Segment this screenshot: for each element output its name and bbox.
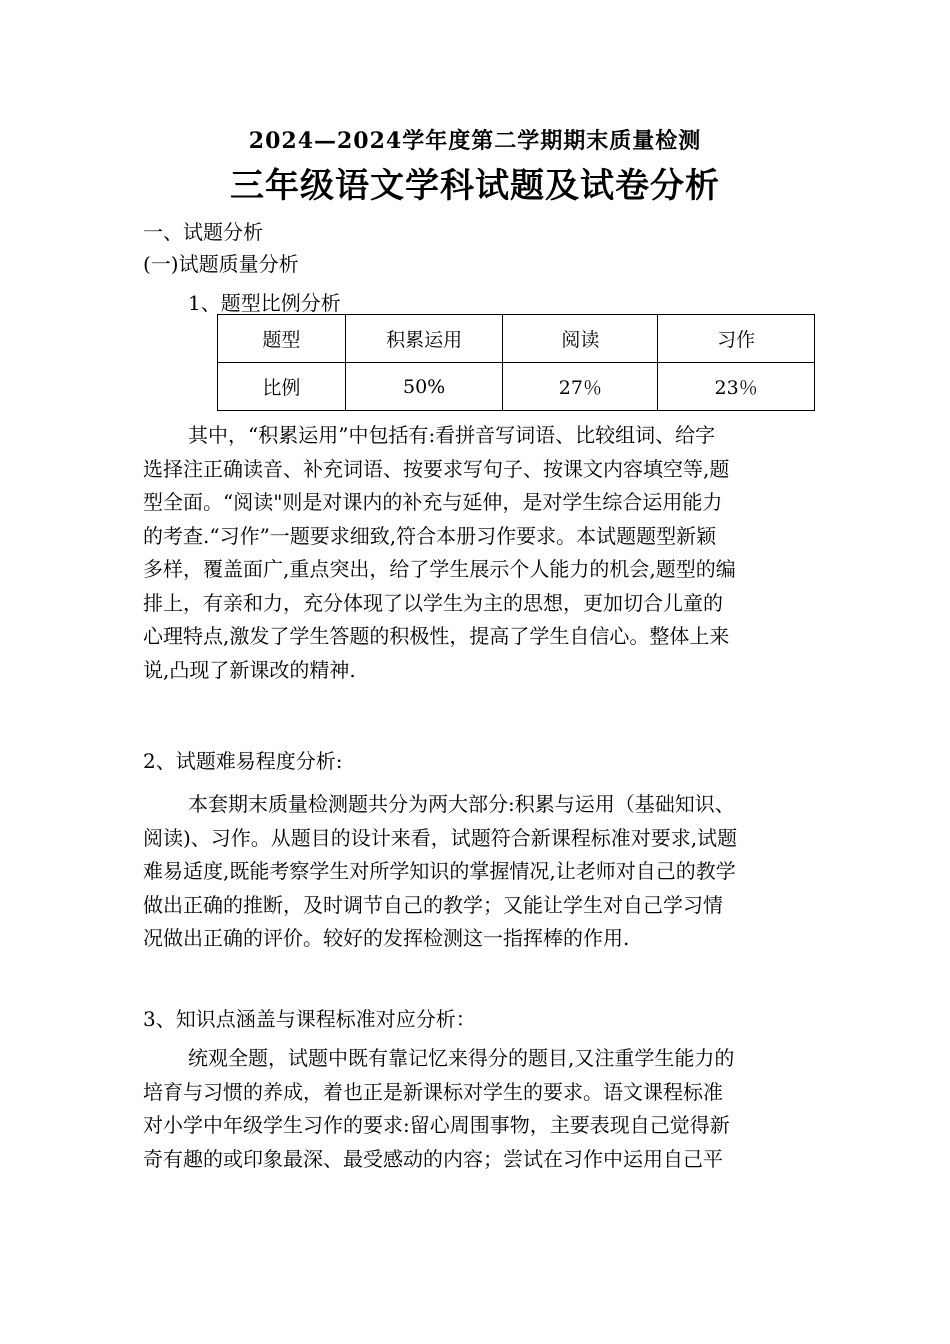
paragraph-line: 阅读)、习作。从题目的设计来看，试题符合新课程标准对要求,试题 [143,825,738,850]
document-title-line2: 三年级语文学科试题及试卷分析 [230,166,720,206]
table-cell: 习作 [658,315,815,363]
paragraph-line: 统观全题，试题中既有靠记忆来得分的题目,又注重学生能力的 [188,1046,735,1070]
heading-knowledge-coverage: 3、知识点涵盖与课程标准对应分析： [143,1007,476,1031]
paragraph-line: 型全面。“阅读"则是对课内的补充与延伸，是对学生综合运用能力 [143,490,723,514]
heading-quality-analysis: (一)试题质量分析 [143,252,299,276]
paragraph-line: 本套期末质量检测题共分为两大部分:积累与运用（基础知识、 [188,792,735,816]
paragraph-line: 多样，覆盖面广,重点突出，给了学生展示个人能力的机会,题型的编 [143,557,736,581]
paragraph-line: 的考查.“习作”一题要求细致,符合本册习作要求。本试题题型新颖 [143,523,717,548]
paragraph-line: 排上，有亲和力，充分体现了以学生为主的思想，更加切合儿童的 [143,590,723,615]
paragraph-line: 心理特点,激发了学生答题的积极性，提高了学生自信心。整体上来 [143,624,730,648]
paragraph-line: 说,凸现了新课改的精神. [143,657,356,682]
paragraph-line: 培育与习惯的养成，着也正是新课标对学生的要求。语文课程标准 [143,1079,723,1104]
paragraph-line: 做出正确的推断，及时调节自己的教学；又能让学生对自己学习情 [143,892,723,917]
paragraph-difficulty [143,788,808,956]
table-row [218,363,815,411]
paragraph-line: 况做出正确的评价。较好的发挥检测这一指挥棒的作用. [143,926,630,950]
heading-difficulty-analysis: 2、试题难易程度分析: [143,749,343,773]
table-cell: 比例 [218,363,346,411]
heading-type-ratio: 1、题型比例分析 [188,291,341,315]
paragraph-line: 难易适度,既能考察学生对所学知识的掌握情况,让老师对自己的教学 [143,859,736,883]
paragraph-knowledge-coverage [143,1042,808,1176]
paragraph-line: 奇有趣的或印象最深、最受感动的内容；尝试在习作中运用自己平 [143,1146,723,1171]
heading-test-analysis: 一、试题分析 [143,220,263,244]
paragraph-line: 对小学中年级学生习作的要求:留心周围事物，主要表现自己觉得新 [143,1113,730,1137]
type-ratio-table [217,314,815,411]
paragraph-line: 其中，“积累运用”中包括有:看拼音写词语、比较组词、给字 [188,423,716,447]
table-header-row [218,315,815,363]
table-cell: 27％ [503,363,658,411]
paragraph-line: 选择注正确读音、补充词语、按要求写句子、按课文内容填空等,题 [143,456,730,481]
table-cell: 23％ [658,363,815,411]
table-cell: 题型 [218,315,346,363]
document-title-line1: 2024—2024学年度第二学期期末质量检测 [248,128,702,154]
paragraph-type-description [143,419,808,687]
table-cell: 50% [345,363,503,411]
table-cell: 阅读 [503,315,658,363]
table-cell: 积累运用 [345,315,503,363]
